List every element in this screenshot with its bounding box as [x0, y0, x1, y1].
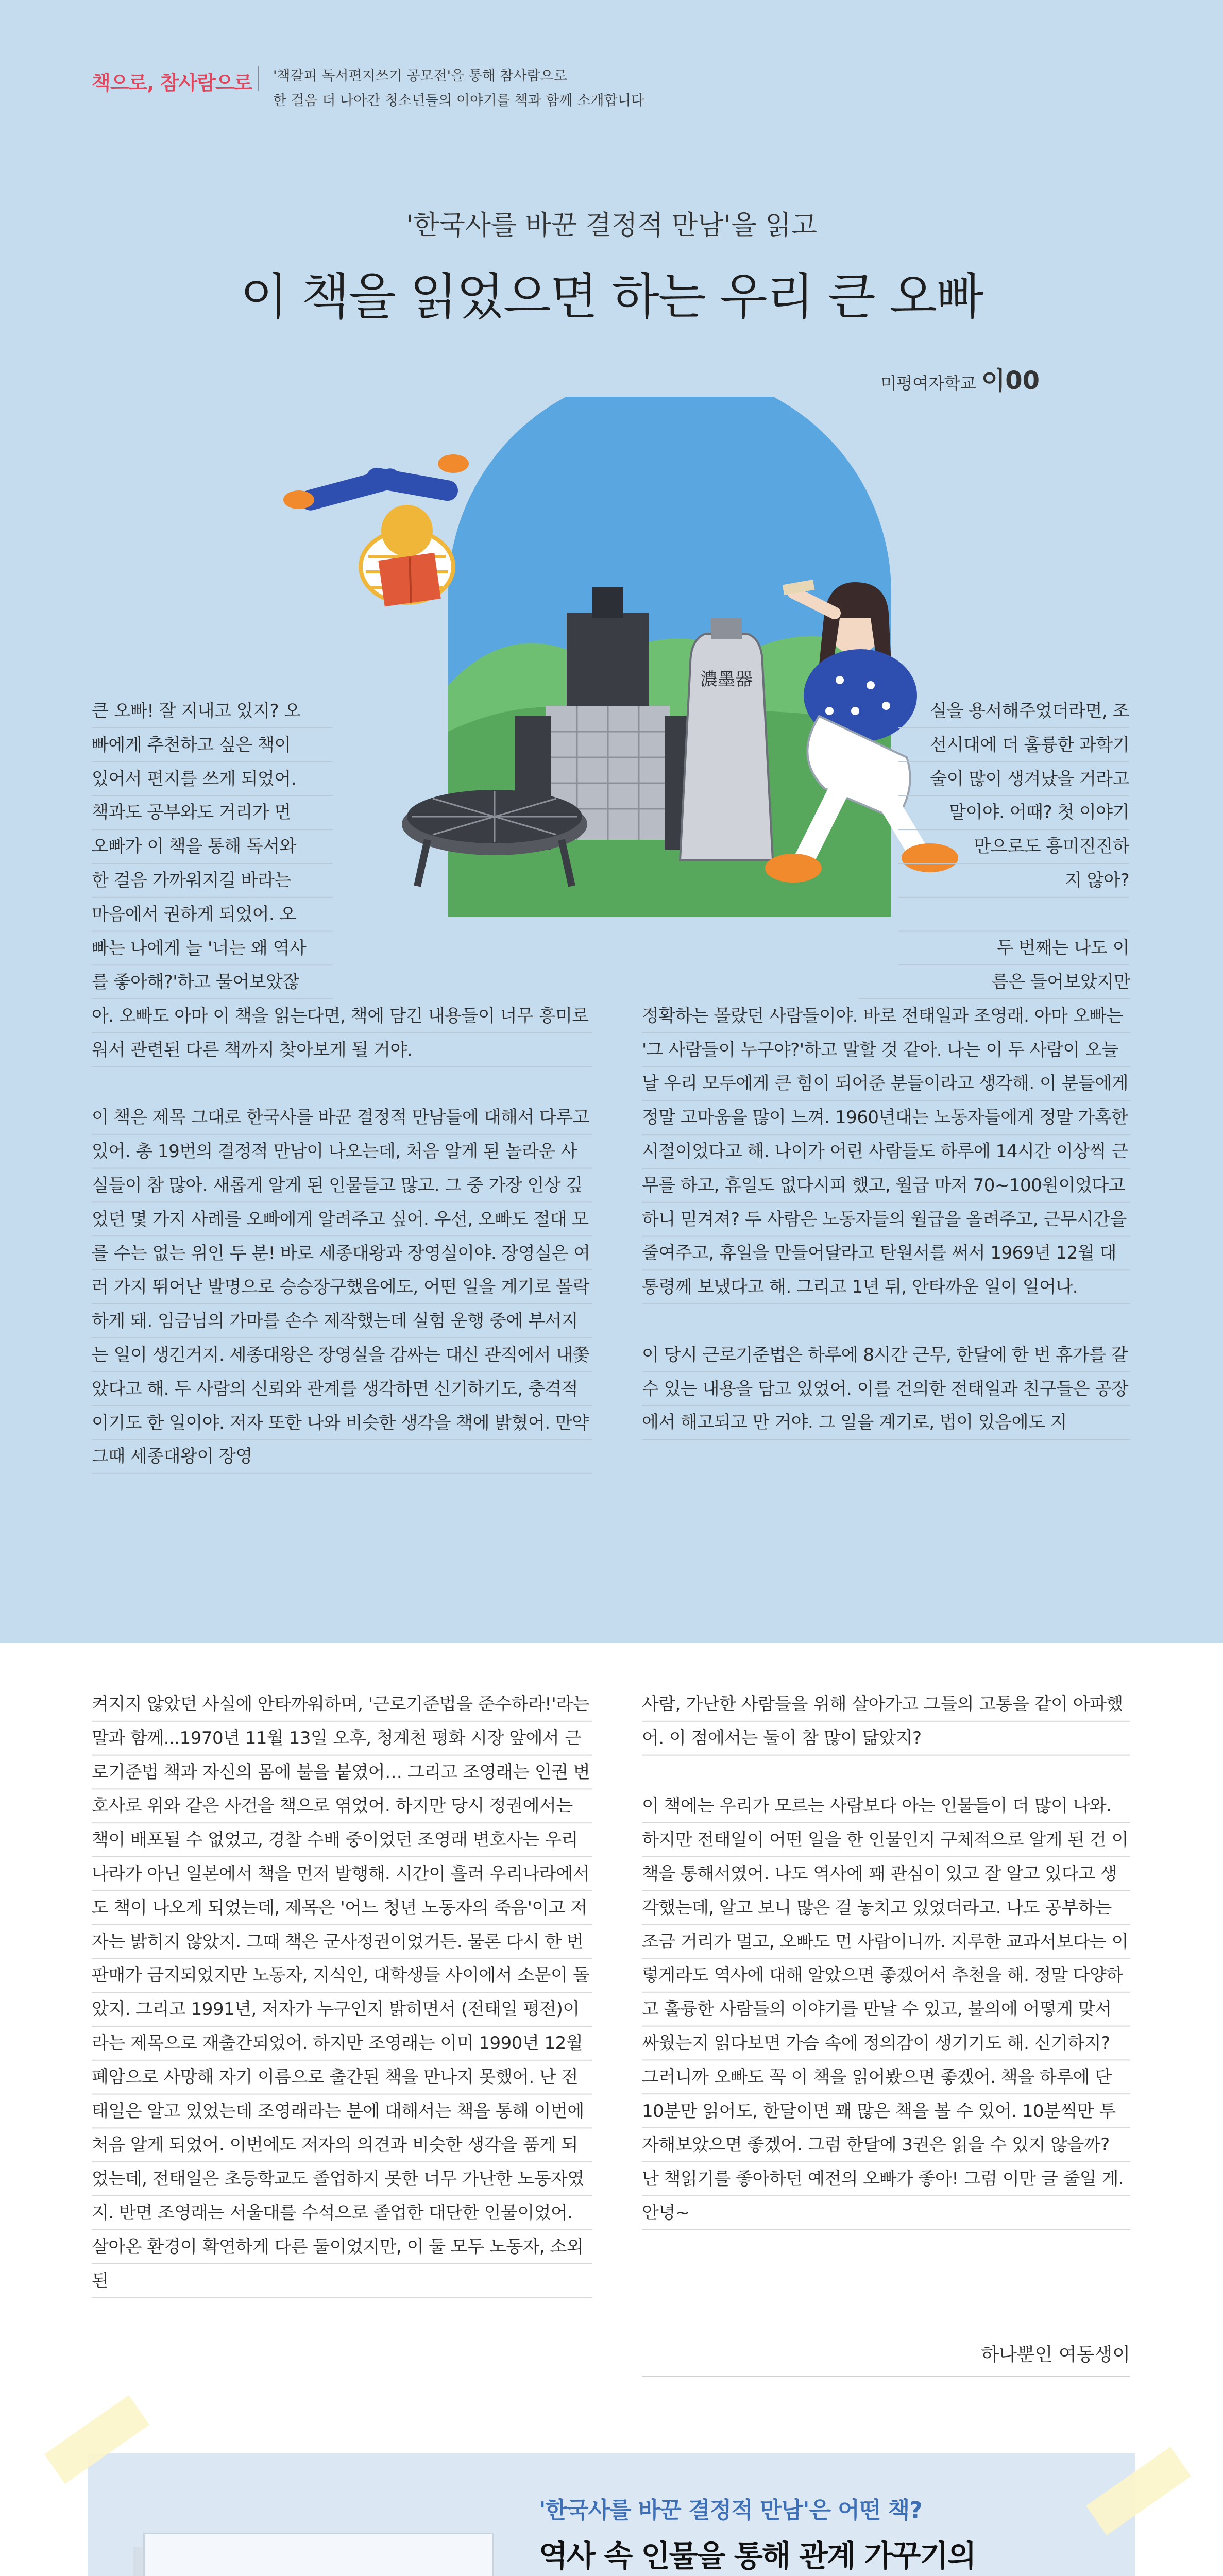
text-line: 빠는 나에게 늘 '너는 왜 역사	[92, 938, 307, 959]
text-line: 책과도 공부와도 거리가 먼	[92, 802, 291, 823]
author-name: 이00	[981, 366, 1040, 395]
paragraph: 이 책은 제목 그대로 한국사를 바꾼 결정적 만남들에 대해서 다루고 있어. 총 19번의 결정적 만남이 나오는데, 처음 알게 된 놀라운 사실들이 참 많아. 새롭게 알게 된 인물들고 많고. 그 중 가장 인상 깊었던 몇 가지 사례를 오빠에게 알려주고 싶어. 우선, 오빠도 절대 모를 수는 없는 위인 두 분! 바로 세종대왕과 장영실이야. 장영실은 여러 가지 뛰어난 발명으로 승승장구했음에도, 어떤 일을 계기로 몰락하게 돼. 임금님의 가마를 손수 제작했는데 실험 운행 중에 부서지는 일이 생긴거지. 세종대왕은 장영실을 감싸는 대신 관직에서 내쫓았다고 해. 두 사람의 신뢰와 관계를 생각하면 신기하기도, 충격적이기도 한 일이야. 저자 또한 나와 비슷한 생각을 책에 밝혔어. 만약 그때 세종대왕이 장영	[92, 1101, 592, 1474]
paragraph-spacer	[642, 1304, 1130, 1338]
paragraph: 아. 오빠도 아마 이 책을 읽는다면, 책에 담긴 내용들이 너무 흥미로워서 관련된 다른 책까지 찾아보게 될 거야.	[92, 999, 592, 1067]
text-line: 말이야. 어때? 첫 이야기	[949, 802, 1129, 823]
letter-body-left	[92, 999, 592, 1474]
text-line: 한 걸음 가까워지길 바라는	[92, 870, 291, 891]
book-cover	[143, 2533, 494, 2576]
series-description-line-1: '책갈피 독서편지쓰기 공모전'을 통해 참사람으로	[273, 68, 567, 84]
text-line: 실을 용서해주었더라면, 조	[930, 701, 1129, 721]
author-line	[880, 361, 1040, 396]
book-headline-line: 역사 속 인물을 통해 관계 가꾸기의	[539, 2538, 976, 2573]
paragraph: 이 책에는 우리가 모르는 사람보다 아는 인물들이 더 많이 나와. 하지만 전태일이 어떤 일을 한 인물인지 구체적으로 알게 된 건 이 책을 통해서였어. 나도 역사에 꽤 관심이 있고 잘 알고 있다고 생각했는데, 알고 보니 많은 걸 놓치고 있었더라고. 나도 공부하는 조금 거리가 멀고, 오빠도 먼 사람이니까. 지루한 교과서보다는 이렇게라도 역사에 대해 알았으면 좋겠어서 추천을 해. 정말 다양하고 훌륭한 사람들의 이야기를 만날 수 있고, 불의에 어떻게 맞서 싸웠는지 읽다보면 가슴 속에 정의감이 생기기도 해. 신기하지? 그러니까 오빠도 꼭 이 책을 읽어봤으면 좋겠어. 책을 하루에 단 10분만 읽어도, 한달이면 꽤 많은 책을 볼 수 있어. 10분씩만 투자해보았으면 좋겠어. 그럼 한달에 3권은 읽을 수 있지 않을까? 난 책읽기를 좋아하던 예전의 오빠가 좋아! 그럼 이만 글 줄일 게. 안녕~	[642, 1789, 1130, 2230]
series-description-line-2: 한 걸음 더 나아간 청소년들의 이야기를 책과 함께 소개합니다	[273, 93, 644, 109]
urn-label: 濃墨器	[700, 669, 753, 690]
series-description	[273, 64, 737, 113]
article-title: 이 책을 읽었으면 하는 우리 큰 오빠	[240, 268, 983, 326]
letter-intro-left	[92, 694, 333, 999]
text-line: 두 번째는 나도 이	[996, 938, 1129, 958]
paragraph-spacer	[642, 1756, 1130, 1790]
text-line: 빠에게 추천하고 싶은 책이	[92, 734, 291, 755]
series-category: 책으로, 참사람으로	[92, 72, 252, 94]
letter-body-lower-right	[642, 1688, 1130, 2230]
paragraph: 켜지지 않았던 사실에 안타까워하며, '근로기준법을 준수하라!'라는 말과 함께...1970년 11월 13일 오후, 청계천 평화 시장 앞에서 근로기준법 책과 자신의 몸에 불을 붙였어… 그리고 조영래는 인권 변호사로 위와 같은 사건을 책으로 엮었어. 하지만 당시 정권에서는 책이 배포될 수 없었고, 경찰 수배 중이었던 조영래 변호사는 우리나라가 아닌 일본에서 책을 먼저 발행해. 시간이 흘러 우리나라에서도 책이 나오게 되었는데, 제목은 '어느 청년 노동자의 죽음'이고 저자는 밝히지 않았지. 그때 책은 군사정권이었거든. 물론 다시 한 번 판매가 금지되었지만 노동자, 지식인, 대학생들 사이에서 소문이 돌았지. 그리고 1991년, 저자가 누구인지 밝히면서 (전태일 평전)이라는 제목으로 재출간되었어. 하지만 조영래는 이미 1990년 12월 폐암으로 사망해 자기 이름으로 출간된 책을 만나지 못했어. 난 전태일은 알고 있었는데 조영래라는 분에 대해서는 책을 통해 이번에 처음 알게 되었어. 이번에도 저자의 의견과 비슷한 생각을 품게 되었는데, 전태일은 초등학교도 졸업하지 못한 너무 가난한 노동자였지. 반면 조영래는 서울대를 수석으로 졸업한 대단한 인물이었어. 살아온 환경이 확연하게 다른 둘이었지만, 이 둘 모두 노동자, 소외된	[92, 1688, 592, 2298]
letter-signature: 하나뿐인 여동생이	[642, 2340, 1130, 2377]
text-line: 마음에서 권하게 되었어. 오	[92, 904, 297, 925]
header-divider	[258, 66, 259, 91]
paragraph: 사람, 가난한 사람들을 위해 살아가고 그들의 고통을 같이 아파했어. 이 점에서는 둘이 참 많이 닮았지?	[642, 1688, 1130, 1756]
letter-body-lower-left	[92, 1688, 592, 2298]
book-headline	[539, 2535, 1106, 2576]
text-line: 있어서 편지를 쓰게 되었어.	[92, 768, 297, 789]
paragraph: 이 당시 근로기준법은 하루에 8시간 근무, 한달에 한 번 휴가를 갈 수 있는 내용을 담고 있었어. 이를 건의한 전태일과 친구들은 공장에서 해고되고 만 거야. 그 일을 계기로, 법이 있음에도 지	[642, 1338, 1130, 1440]
book-question-heading: '한국사를 바꾼 결정적 만남'은 어떤 책?	[539, 2497, 922, 2523]
text-line: 큰 오빠! 잘 지내고 있지? 오	[92, 701, 301, 721]
paragraph: 정확하는 몰랐던 사람들이야. 바로 전태일과 조영래. 아마 오빠는 '그 사람들이 누구야?'하고 말할 것 같아. 나는 이 두 사람이 오늘 날 우리 모두에게 큰 힘이 되어준 분들이라고 생각해. 이 분들에게 정말 고마움을 많이 느껴. 1960년대는 노동자들에게 정말 가혹한 시절이었다고 해. 나이가 어린 사람들도 하루에 14시간 이상씩 근무를 하고, 휴일도 없다시피 했고, 월급 마저 70~100원이었다고 하니 믿겨져? 두 사람은 노동자들의 월급을 올려주고, 근무시간을 줄여주고, 휴일을 만들어달라고 탄원서를 써서 1969년 12월 대통령께 보냈다고 해. 그리고 1년 뒤, 안타까운 일이 일어나.	[642, 999, 1130, 1304]
letter-body-right	[642, 965, 1130, 1440]
letter-intro-right	[898, 694, 1129, 932]
text-line: 선시대에 더 훌륭한 과학기	[930, 734, 1129, 755]
text-line: 오빠가 이 책을 통해 독서와	[92, 836, 297, 857]
text-line: 를 좋아해?'하고 물어보았잖	[92, 972, 299, 993]
urn-vessel	[680, 618, 773, 860]
letter-intro-right-tail	[898, 931, 1129, 965]
text-line: 만으로도 흥미진진하	[974, 836, 1129, 857]
text-line: 지 않아?	[1065, 870, 1129, 891]
text-line: 름은 들어보았지만	[858, 965, 1130, 999]
book-cover-art	[145, 2534, 492, 2576]
article-subtitle: '한국사를 바꾼 결정적 만남'을 읽고	[406, 210, 817, 241]
paragraph-spacer	[92, 1067, 592, 1101]
text-line	[898, 898, 1129, 932]
author-school: 미평여자학교	[880, 374, 976, 393]
text-line: 술이 많이 생겨났을 거라고	[930, 768, 1129, 789]
article-illustration	[278, 397, 958, 917]
reading-child-figure	[283, 454, 469, 606]
